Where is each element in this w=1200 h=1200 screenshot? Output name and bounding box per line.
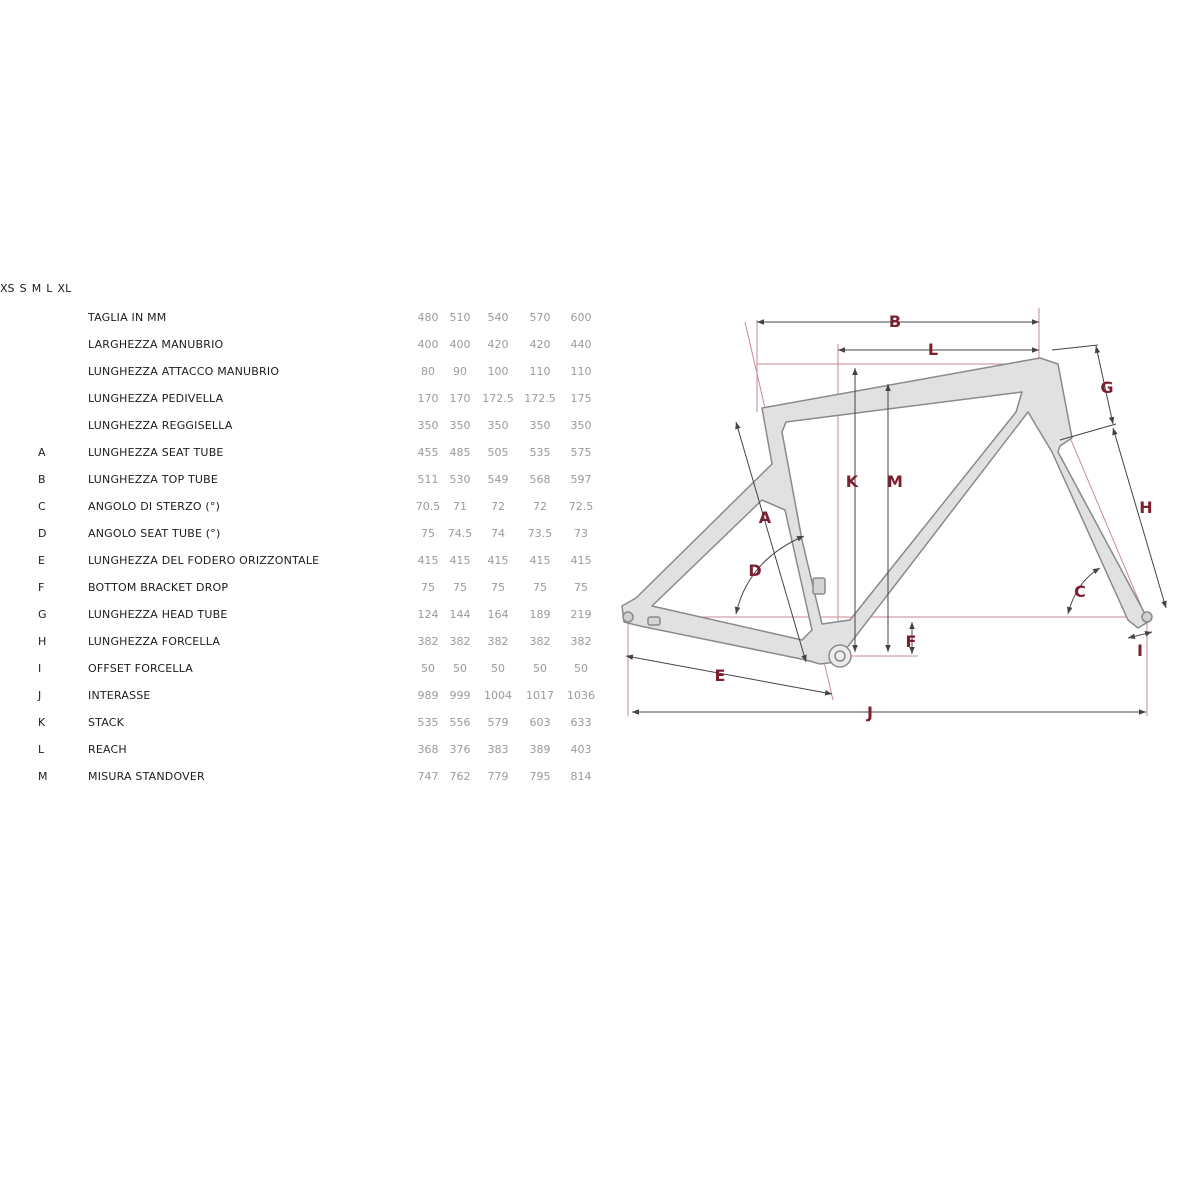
row-label: TAGLIA IN MM	[88, 311, 167, 324]
dim-label-k: K	[845, 472, 859, 491]
dim-label-l: L	[927, 340, 939, 359]
table-row	[0, 682, 620, 709]
value-m: 779	[487, 770, 509, 783]
size-header-xs: XS	[0, 282, 15, 295]
table-row	[0, 628, 620, 655]
bike-frame	[622, 358, 1152, 667]
dim-line-e	[626, 656, 832, 694]
value-m: 164	[487, 608, 509, 621]
value-xs: 455	[417, 446, 439, 459]
row-label: REACH	[88, 743, 127, 756]
value-m: 505	[487, 446, 509, 459]
value-xl: 72.5	[568, 500, 594, 513]
value-l: 1017	[526, 689, 554, 702]
value-xl: 633	[570, 716, 592, 729]
value-s: 556	[449, 716, 471, 729]
dim-label-m: M	[887, 472, 903, 491]
value-xl: 350	[570, 419, 592, 432]
value-xs: 511	[417, 473, 439, 486]
value-l: 75	[533, 581, 547, 594]
frame-geometry-diagram	[600, 300, 1200, 730]
table-row	[0, 601, 620, 628]
value-s: 74.5	[447, 527, 473, 540]
dim-label-e: E	[714, 666, 726, 685]
row-label: LUNGHEZZA REGGISELLA	[88, 419, 233, 432]
value-xs: 415	[417, 554, 439, 567]
row-letter: A	[38, 446, 46, 459]
row-label: BOTTOM BRACKET DROP	[88, 581, 229, 594]
value-xs: 989	[417, 689, 439, 702]
row-label: MISURA STANDOVER	[88, 770, 205, 783]
row-letter: G	[38, 608, 47, 621]
row-letter: F	[38, 581, 45, 594]
table-row	[0, 331, 620, 358]
dim-ext-g-top	[1052, 345, 1098, 350]
table-row	[0, 709, 620, 736]
dim-label-f: F	[905, 632, 917, 651]
value-xl: 814	[570, 770, 592, 783]
value-xs: 480	[417, 311, 439, 324]
value-s: 510	[449, 311, 471, 324]
row-label: LUNGHEZZA HEAD TUBE	[88, 608, 228, 621]
table-row	[0, 736, 620, 763]
value-m: 383	[487, 743, 509, 756]
table-row	[0, 655, 620, 682]
value-s: 415	[449, 554, 471, 567]
value-s: 144	[449, 608, 471, 621]
row-label: LARGHEZZA MANUBRIO	[88, 338, 224, 351]
value-s: 382	[449, 635, 471, 648]
value-s: 170	[449, 392, 471, 405]
dim-label-g: G	[1100, 378, 1114, 397]
row-label: LUNGHEZZA TOP TUBE	[88, 473, 219, 486]
size-header-xl: XL	[57, 282, 72, 295]
value-l: 570	[529, 311, 551, 324]
value-s: 999	[449, 689, 471, 702]
value-m: 100	[487, 365, 509, 378]
value-xs: 75	[421, 581, 435, 594]
dim-label-c: C	[1074, 582, 1086, 601]
table-row	[0, 385, 620, 412]
value-m: 540	[487, 311, 509, 324]
table-row	[0, 547, 620, 574]
value-s: 762	[449, 770, 471, 783]
value-m: 382	[487, 635, 509, 648]
value-s: 50	[453, 662, 467, 675]
value-xl: 1036	[567, 689, 595, 702]
value-m: 74	[491, 527, 505, 540]
table-row	[0, 466, 620, 493]
dim-label-b: B	[888, 312, 902, 331]
value-s: 90	[453, 365, 467, 378]
value-l: 189	[529, 608, 551, 621]
value-s: 71	[453, 500, 467, 513]
dim-label-h: H	[1139, 498, 1153, 517]
value-l: 535	[529, 446, 551, 459]
row-letter: L	[38, 743, 45, 756]
value-s: 350	[449, 419, 471, 432]
value-m: 549	[487, 473, 509, 486]
value-xl: 219	[570, 608, 592, 621]
table-row	[0, 763, 620, 790]
value-xl: 440	[570, 338, 592, 351]
value-m: 350	[487, 419, 509, 432]
front-dropout	[1142, 612, 1152, 622]
value-l: 382	[529, 635, 551, 648]
size-header-m: M	[31, 282, 42, 295]
value-xl: 50	[574, 662, 588, 675]
row-label: INTERASSE	[88, 689, 151, 702]
value-l: 73.5	[527, 527, 553, 540]
value-xl: 382	[570, 635, 592, 648]
row-letter: M	[38, 770, 48, 783]
frame-silhouette	[622, 358, 1148, 664]
row-label: LUNGHEZZA FORCELLA	[88, 635, 221, 648]
row-letter: E	[38, 554, 45, 567]
value-xs: 350	[417, 419, 439, 432]
row-label: LUNGHEZZA ATTACCO MANUBRIO	[88, 365, 280, 378]
value-l: 795	[529, 770, 551, 783]
value-s: 400	[449, 338, 471, 351]
dim-label-j: J	[867, 703, 873, 722]
value-m: 172.5	[482, 392, 514, 405]
table-row	[0, 304, 620, 331]
value-xl: 110	[570, 365, 592, 378]
value-xl: 75	[574, 581, 588, 594]
value-s: 376	[449, 743, 471, 756]
row-label: LUNGHEZZA SEAT TUBE	[88, 446, 224, 459]
row-letter: I	[38, 662, 42, 675]
value-m: 72	[491, 500, 505, 513]
derailleur-mount	[813, 578, 825, 594]
row-letter: J	[38, 689, 42, 702]
value-l: 415	[529, 554, 551, 567]
row-letter: K	[38, 716, 46, 729]
value-m: 579	[487, 716, 509, 729]
value-xl: 403	[570, 743, 592, 756]
value-l: 172.5	[524, 392, 556, 405]
row-label: LUNGHEZZA DEL FODERO ORIZZONTALE	[88, 554, 320, 567]
value-s: 75	[453, 581, 467, 594]
value-l: 110	[529, 365, 551, 378]
value-m: 75	[491, 581, 505, 594]
value-m: 1004	[484, 689, 512, 702]
row-label: OFFSET FORCELLA	[88, 662, 194, 675]
value-xs: 80	[421, 365, 435, 378]
row-letter: C	[38, 500, 46, 513]
value-xl: 415	[570, 554, 592, 567]
size-header-s: S	[19, 282, 27, 295]
value-xs: 75	[421, 527, 435, 540]
row-label: STACK	[88, 716, 125, 729]
value-xl: 73	[574, 527, 588, 540]
value-xl: 175	[570, 392, 592, 405]
value-xs: 535	[417, 716, 439, 729]
value-l: 389	[529, 743, 551, 756]
dim-label-a: A	[758, 508, 772, 527]
value-s: 485	[449, 446, 471, 459]
row-label: ANGOLO DI STERZO (°)	[88, 500, 221, 513]
value-xl: 575	[570, 446, 592, 459]
value-s: 530	[449, 473, 471, 486]
value-xs: 368	[417, 743, 439, 756]
value-m: 50	[491, 662, 505, 675]
value-l: 50	[533, 662, 547, 675]
value-xs: 124	[417, 608, 439, 621]
row-label: LUNGHEZZA PEDIVELLA	[88, 392, 224, 405]
value-m: 415	[487, 554, 509, 567]
value-xs: 382	[417, 635, 439, 648]
table-row	[0, 493, 620, 520]
value-l: 603	[529, 716, 551, 729]
table-row	[0, 574, 620, 601]
table-row	[0, 439, 620, 466]
value-xs: 400	[417, 338, 439, 351]
value-l: 568	[529, 473, 551, 486]
table-row	[0, 520, 620, 547]
value-l: 350	[529, 419, 551, 432]
value-xs: 70.5	[415, 500, 441, 513]
dim-line-i	[1128, 632, 1152, 638]
table-row	[0, 358, 620, 385]
rear-brake-mount	[648, 617, 660, 625]
value-xs: 747	[417, 770, 439, 783]
value-xl: 597	[570, 473, 592, 486]
value-l: 420	[529, 338, 551, 351]
dim-label-d: D	[748, 561, 762, 580]
row-letter: B	[38, 473, 46, 486]
value-xl: 600	[570, 311, 592, 324]
size-header-l: L	[46, 282, 53, 295]
bottom-bracket	[829, 645, 851, 667]
value-xs: 50	[421, 662, 435, 675]
rear-dropout	[623, 612, 633, 622]
value-xs: 170	[417, 392, 439, 405]
row-letter: H	[38, 635, 47, 648]
value-m: 420	[487, 338, 509, 351]
dim-label-i: I	[1137, 641, 1143, 660]
size-header-row	[0, 277, 620, 304]
table-row	[0, 412, 620, 439]
value-l: 72	[533, 500, 547, 513]
row-letter: D	[38, 527, 47, 540]
row-label: ANGOLO SEAT TUBE (°)	[88, 527, 221, 540]
